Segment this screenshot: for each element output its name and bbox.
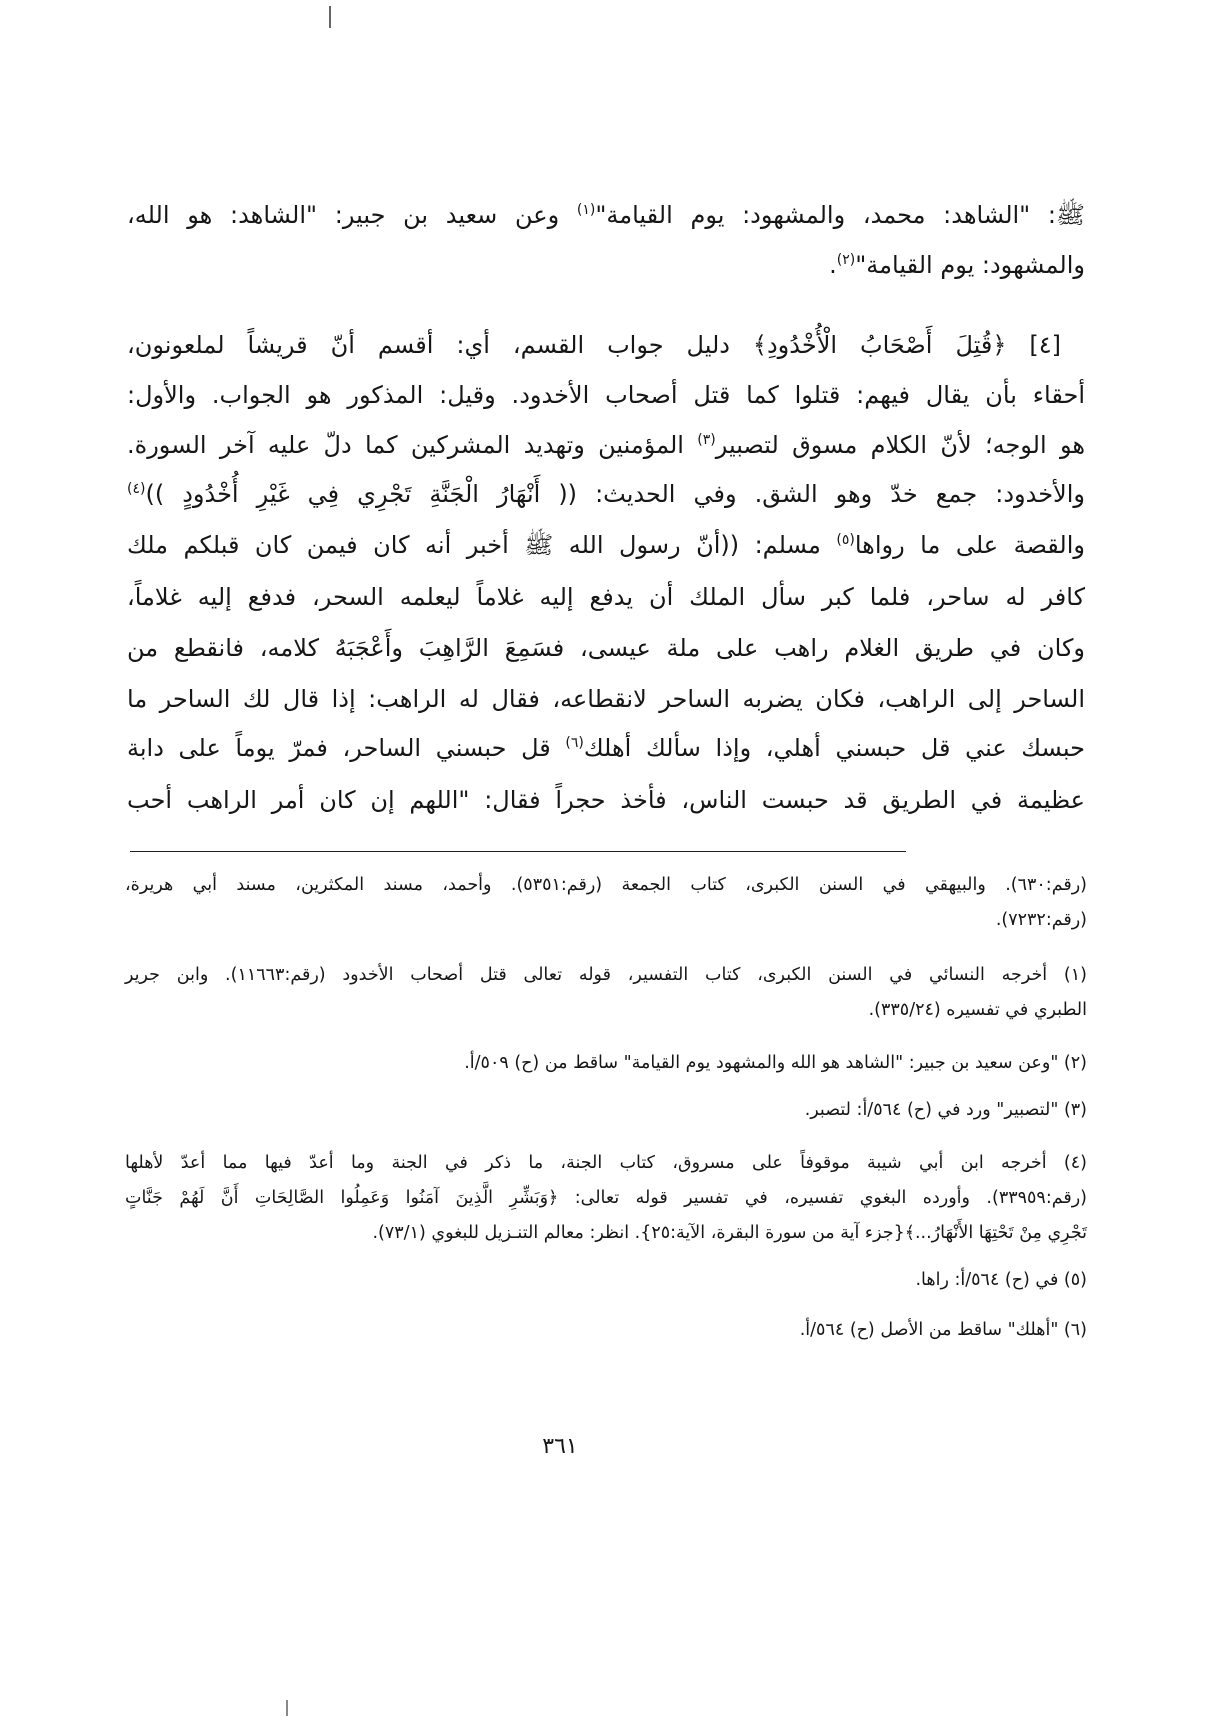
text-segment: والمشهود: يوم القيامة" xyxy=(855,251,1085,279)
text-segment: ﷺ: "الشاهد: محمد، والمشهود: يوم القيامة" xyxy=(595,201,1085,229)
body-line: [٤] ﴿قُتِلَ أَصْحَابُ الْأُخْدُودِ﴾ دليل جواب القسم، أي: أقسم أنّ قريشاً لملعونون، xyxy=(127,331,1061,359)
body-line: أحقاء بأن يقال فيهم: قتلوا كما قتل أصحاب الأخدود. وقيل: المذكور هو الجواب. والأول: xyxy=(127,381,1085,409)
body-line xyxy=(127,420,1085,470)
text-segment: والقصة على ما رواها xyxy=(854,531,1086,559)
text-segment: هو الوجه؛ لأنّ الكلام مسوق لتصبير xyxy=(715,431,1085,459)
footnote-ref: (٣) xyxy=(697,432,716,448)
footnote-line: (رقم:٦٣٠). والبيهقي في السنن الكبرى، كتاب الجمعة (رقم:٥٣٥١). وأحمد، مسند المكثرين، مسند أبي هريرة، xyxy=(125,875,1087,895)
page-number: ٣٦١ xyxy=(542,1434,578,1459)
footnote-ref: (٥) xyxy=(836,532,855,548)
footnote-line: تَجْرِي مِنْ تَحْتِهَا الأَنْهَارُ...﴾{جزء آية من سورة البقرة، الآية:٢٥}. انظر: معالم التنـزيل للبغوي (٧٣/١). xyxy=(372,1223,1087,1243)
footnote-ref: (٢) xyxy=(836,252,856,268)
footnote-line: (رقم:٧٢٣٢). xyxy=(995,910,1087,930)
text-segment: المؤمنين وتهديد المشركين كما دلّ عليه آخر السورة. xyxy=(127,431,698,459)
footnote-line: (رقم:٣٣٩٥٩). وأورده البغوي تفسيره، في تفسير قوله تعالى: ﴿وَبَشِّرِ الَّذِينَ آمَنُوا وَعَمِلُوا الصَّالِحَاتِ أَنَّ لَهُمْ جَنَّاتٍ xyxy=(125,1188,1087,1208)
scan-mark xyxy=(286,1700,288,1716)
body-line xyxy=(127,240,1085,290)
body-line xyxy=(127,190,1085,240)
footnote-ref: (١) xyxy=(576,202,596,218)
footnote-ref: (٦) xyxy=(565,735,584,751)
footnote-line: (٥) في (ح) ٥٦٤/أ: راها. xyxy=(915,1270,1087,1290)
body-line: عظيمة في الطريق قد حبست الناس، فأخذ حجراً فقال: "اللهم إن كان أمر الراهب أحب xyxy=(127,786,1085,814)
footnote-separator xyxy=(130,851,906,852)
text-segment: وعن سعيد بن جبير: "الشاهد: هو الله، xyxy=(127,201,577,229)
text-segment: . xyxy=(829,251,837,279)
footnote-line: (٦) "أهلك" ساقط من الأصل (ح) ٥٦٤/أ. xyxy=(799,1320,1087,1340)
body-line xyxy=(127,469,1085,519)
text-segment: قل حبسني الساحر، فمرّ يوماً على دابة xyxy=(127,734,566,762)
text-segment: مسلم: ((أنّ رسول الله ﷺ أخبر أنه كان فيمن كان قبلكم ملك xyxy=(127,531,837,559)
footnote-line: (١) أخرجه النسائي في السنن الكبرى، كتاب التفسير، قوله تعالى قتل أصحاب الأخدود (رقم:١١٦٦٣). وابن جرير xyxy=(125,965,1087,985)
text-segment: حبسك عني قل حبسني أهلي، وإذا سألك أهلك xyxy=(583,734,1086,762)
footnote-line: (٤) أخرجه ابن أبي شيبة موقوفاً على مسروق، كتاب الجنة، ما ذكر في الجنة وما أعدّ فيها مما أعدّ لأهلها xyxy=(125,1153,1087,1173)
body-line xyxy=(127,723,1085,773)
scan-mark xyxy=(329,6,331,28)
footnote-line: الطبري في تفسيره (٣٣٥/٢٤). xyxy=(868,1000,1087,1020)
footnote-ref: (٤) xyxy=(127,481,146,497)
text-segment: والأخدود: جمع خدّ وهو الشق. وفي الحديث: (( أَنْهَارُ الْجَنَّةِ تَجْرِي فِي غَيْرِ أُخْدُودٍ )) xyxy=(145,480,1085,508)
footnote-line: (٢) "وعن سعيد بن جبير: "الشاهد هو الله والمشهود يوم القيامة" ساقط من (ح) ٥٠٩/أ. xyxy=(464,1053,1087,1073)
body-line: كافر له ساحر، فلما كبر سأل الملك أن يدفع إليه غلاماً ليعلمه السحر، فدفع إليه غلاماً، xyxy=(127,583,1085,611)
body-line xyxy=(127,520,1085,570)
body-line: وكان في طريق الغلام راهب على ملة عيسى، فسَمِعَ الرَّاهِبَ وأَعْجَبَهُ كلامه، فانقطع من xyxy=(127,634,1085,662)
body-line: الساحر إلى الراهب، فكان يضربه الساحر لانقطاعه، فقال له الراهب: إذا قال لك الساحر ما xyxy=(127,685,1085,713)
footnote-line: (٣) "لتصبير" ورد في (ح) ٥٦٤/أ: لتصبر. xyxy=(804,1100,1087,1120)
